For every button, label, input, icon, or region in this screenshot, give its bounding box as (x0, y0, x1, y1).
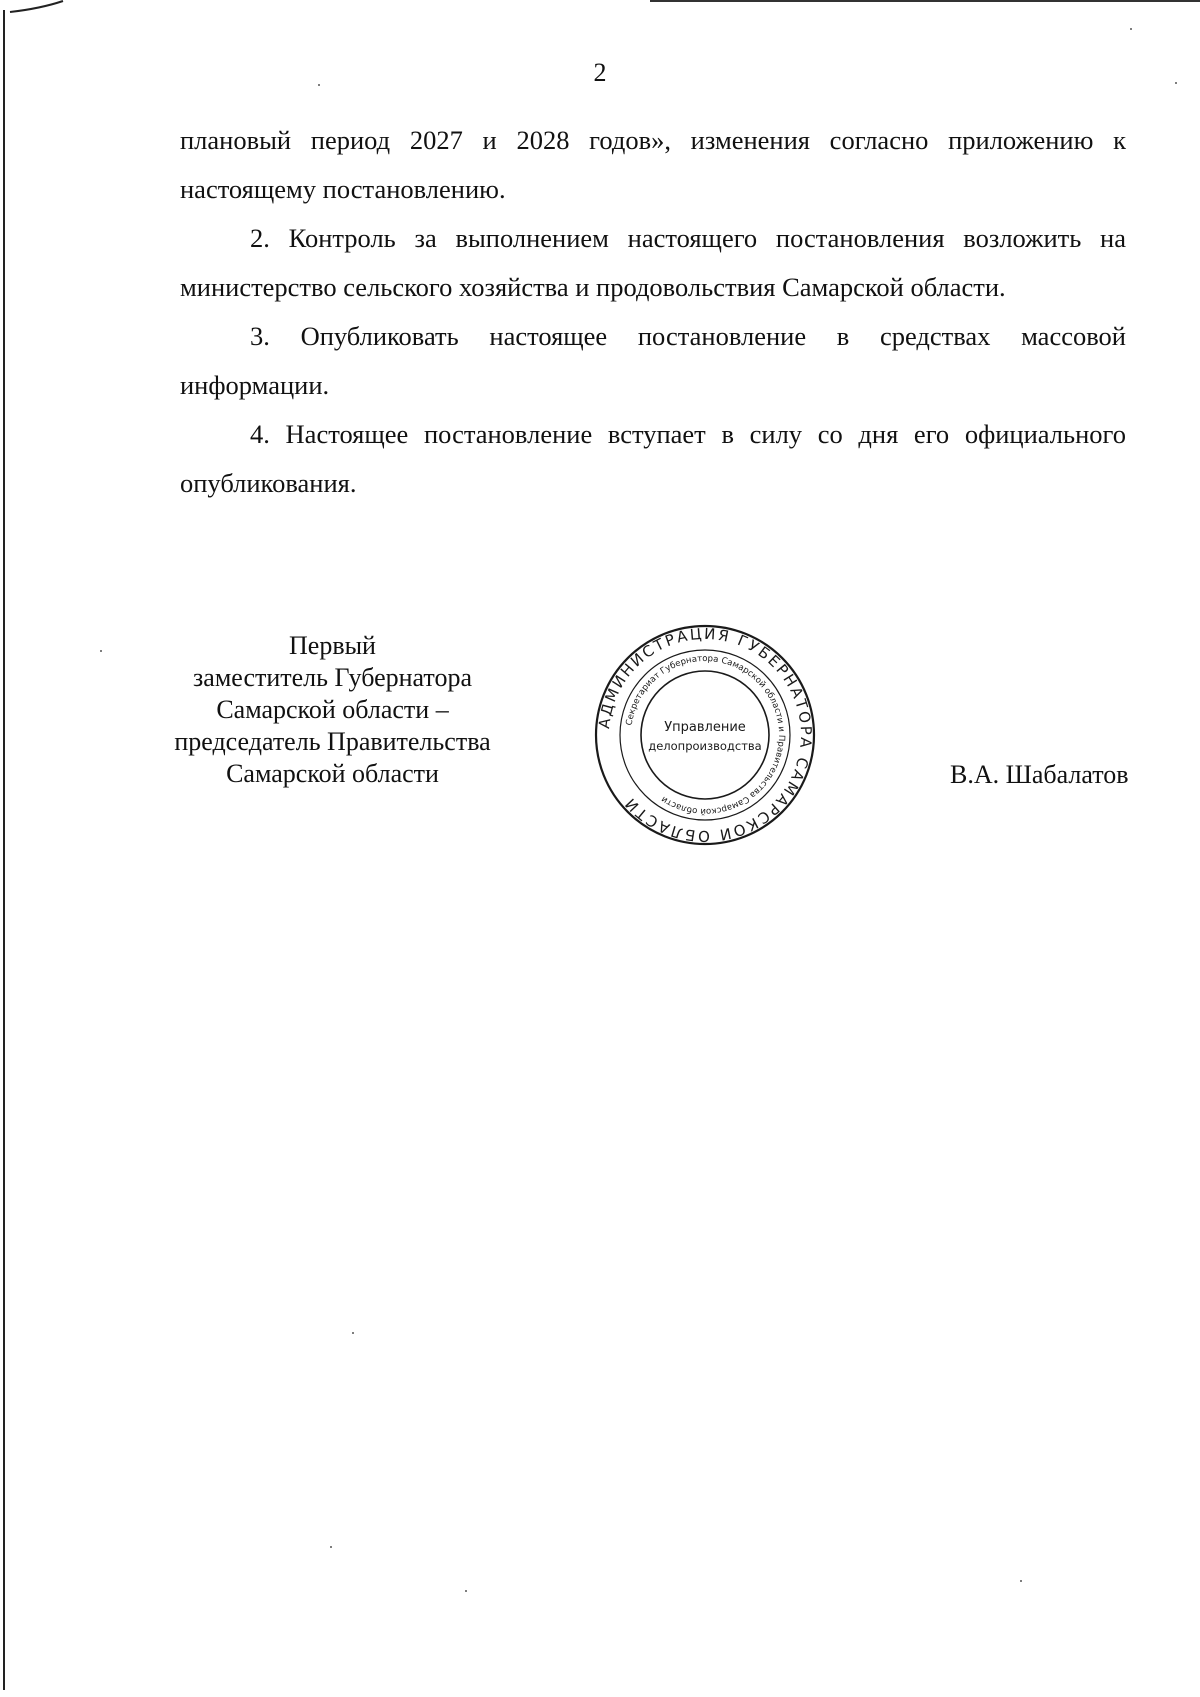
seal-inner-text: Секретариат Губернатора Самарской области и Правительства Самарской области (624, 653, 787, 817)
paragraph-continuation: плановый период 2027 и 2028 годов», изменения согласно приложению к настоящему постановлению. (180, 125, 1126, 204)
top-scan-line (650, 0, 1200, 2)
scan-speck (352, 1332, 354, 1334)
paragraph-item-4: 4. Настоящее постановление вступает в силу со дня его официального опубликования. (180, 419, 1126, 498)
scan-speck (1175, 82, 1177, 84)
scan-speck (1020, 1580, 1022, 1582)
signer-title-line: Самарской области – (216, 695, 449, 724)
page-left-border (3, 10, 5, 1690)
signer-title-line: Первый (289, 631, 376, 660)
seal-center-line-2: делопроизводства (648, 739, 762, 753)
signer-name: В.А. Шабалатов (950, 760, 1129, 789)
signer-title-line: заместитель Губернатора (193, 663, 472, 692)
paragraph-item-3: 3. Опубликовать настоящее постановление в средствах массовой информации. (180, 321, 1126, 400)
signer-title-line: председатель Правительства (174, 727, 491, 756)
svg-text:Секретариат Губернатора Самарс (625, 654, 786, 816)
seal-inner-ring (641, 671, 769, 799)
seal-outer-text: АДМИНИСТРАЦИЯ ГУБЕРНАТОРА САМАРСКОЙ ОБЛАСТИ (595, 624, 816, 846)
scan-speck (318, 84, 320, 86)
paragraph-item-2: 2. Контроль за выполнением настоящего постановления возложить на министерство сельского хозяйства и продовольствия Самарской области. (180, 223, 1126, 302)
page-number: 2 (593, 58, 607, 87)
scan-speck (465, 1590, 467, 1592)
scan-speck (330, 1546, 332, 1548)
scan-speck (100, 650, 102, 652)
scan-speck (1130, 28, 1132, 30)
document-body (180, 116, 1126, 508)
official-seal-stamp (593, 623, 817, 847)
signer-title (160, 630, 505, 790)
seal-middle-ring (620, 650, 790, 820)
signer-title-line: Самарской области (226, 759, 439, 788)
corner-pen-mark (8, 0, 68, 14)
seal-center-line-1: Управление (664, 720, 746, 735)
